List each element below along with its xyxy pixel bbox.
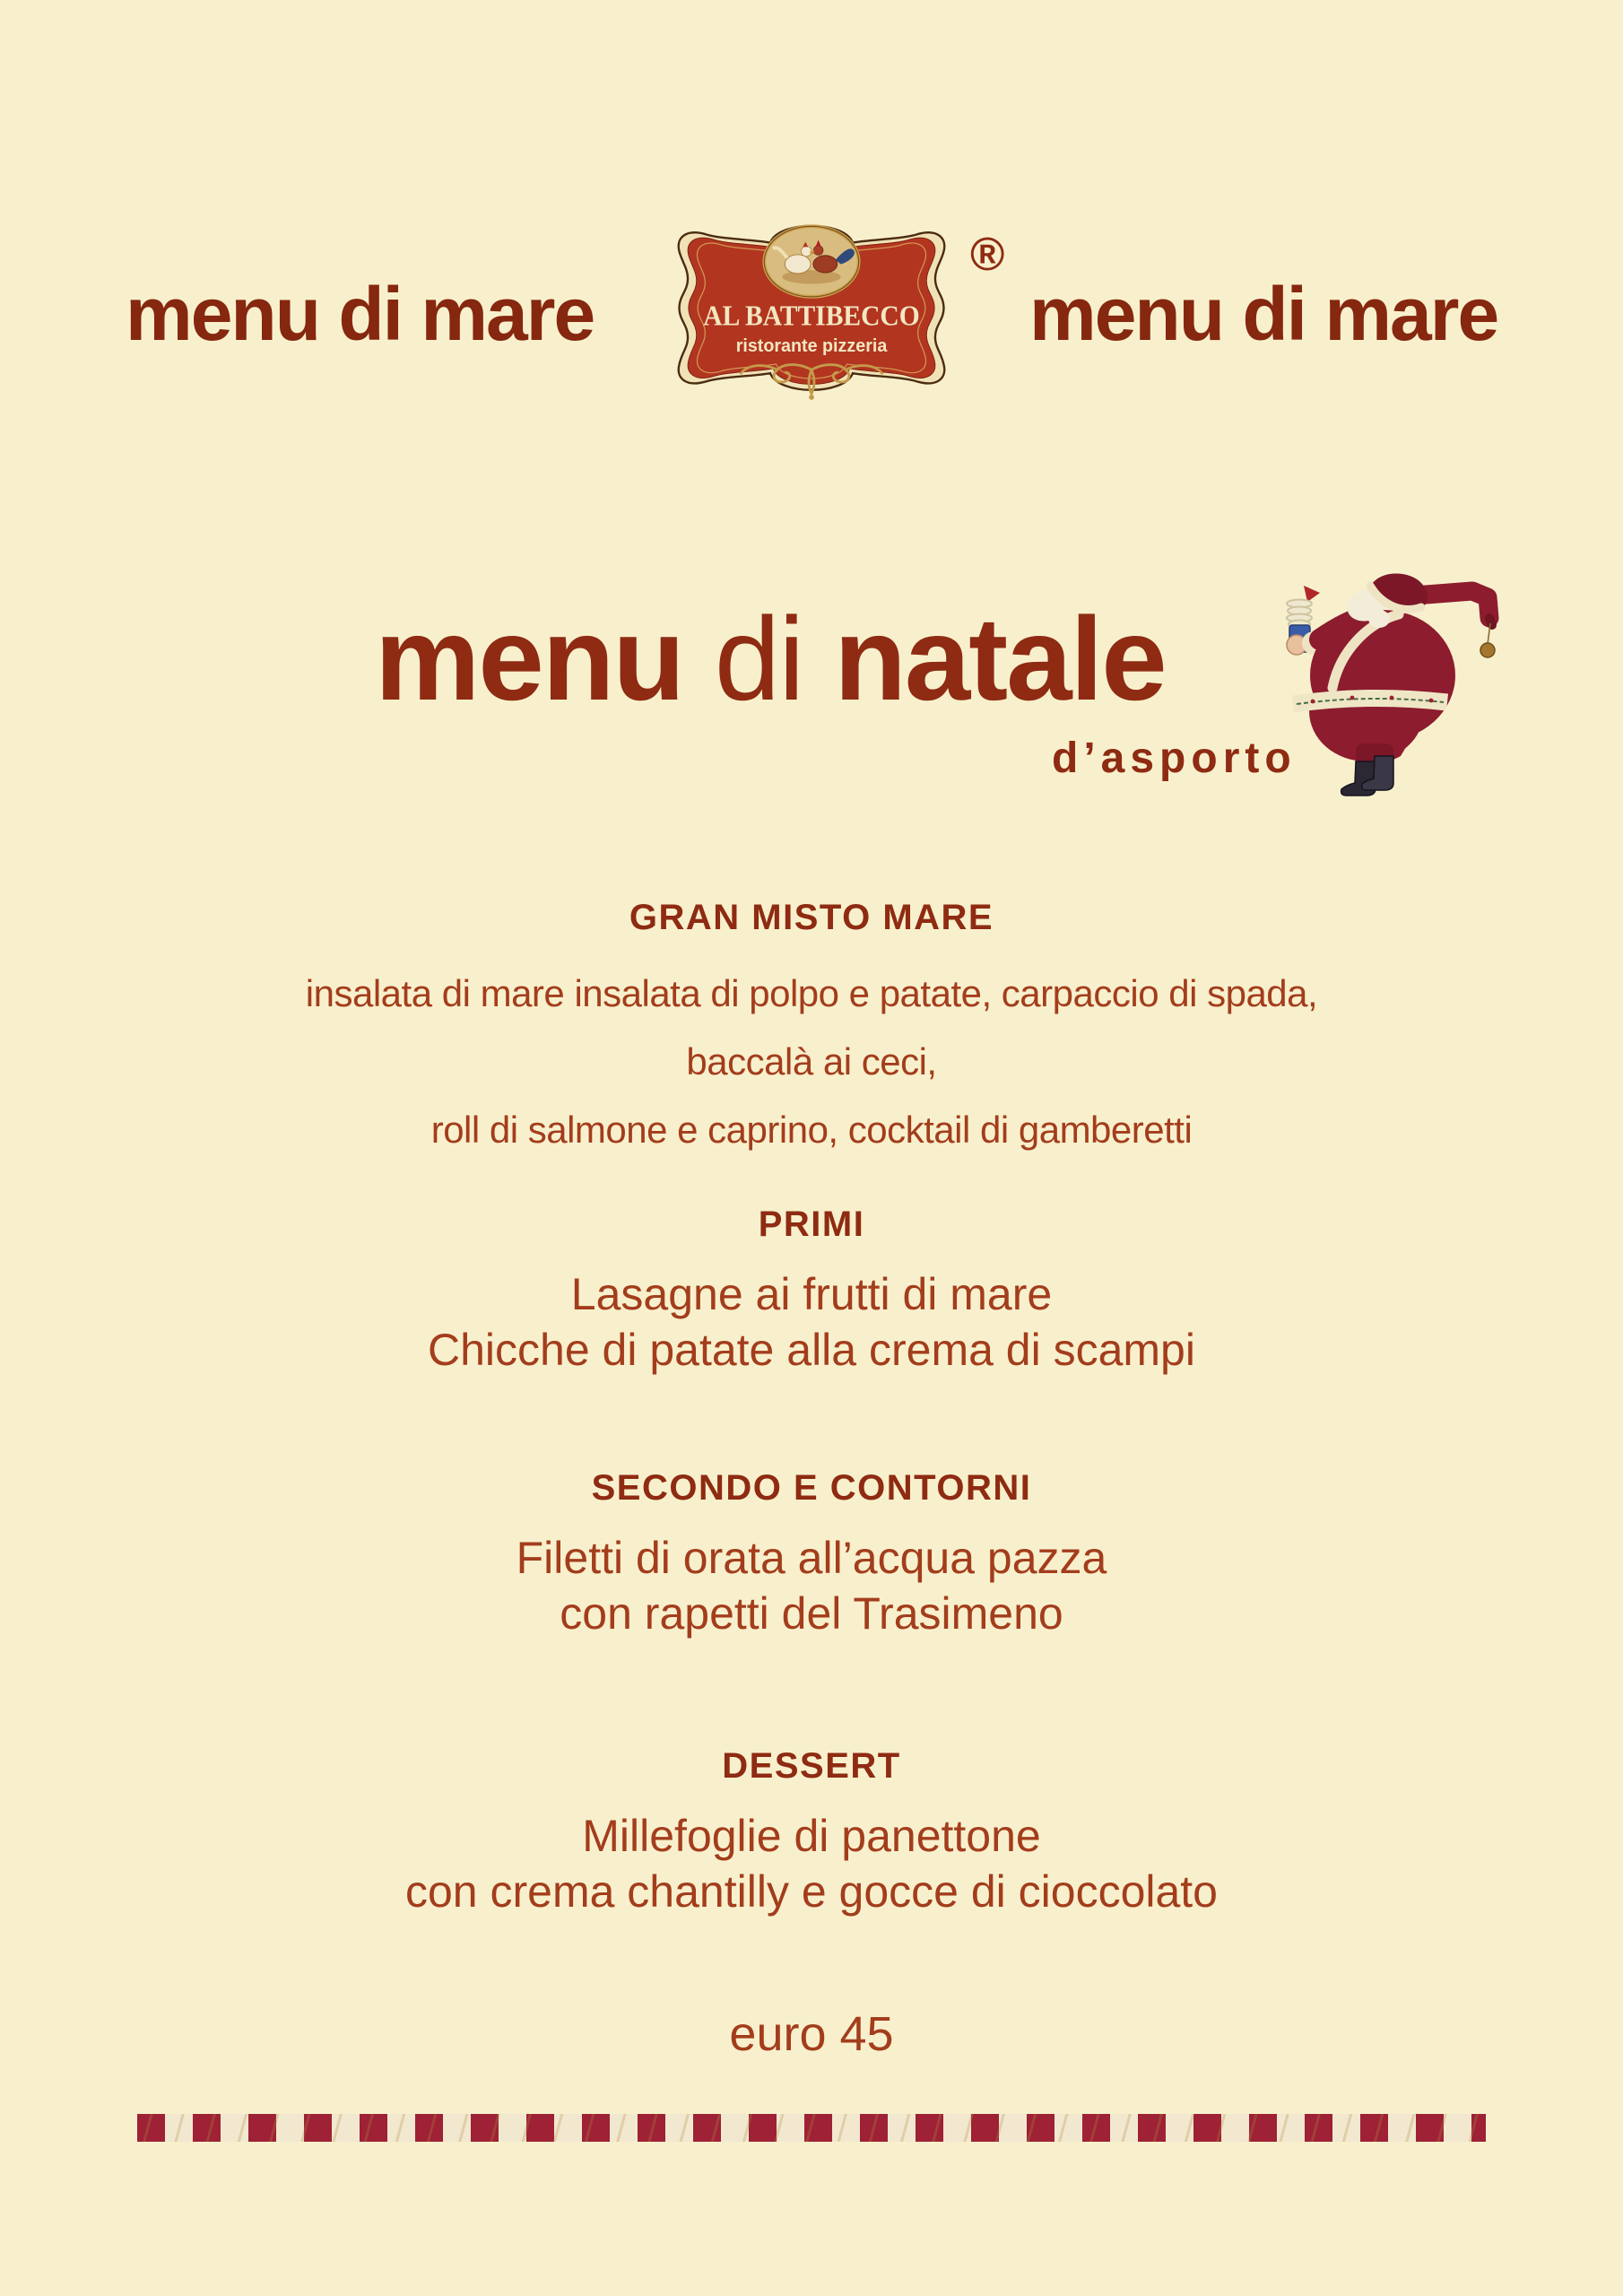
menu-item: baccalà ai ceci, bbox=[686, 1040, 937, 1083]
page-title bbox=[375, 593, 1166, 725]
menu-item: Filetti di orata all’acqua pazza bbox=[516, 1533, 1107, 1583]
header-menu-di-mare-left: menu di mare bbox=[126, 272, 595, 356]
menu-item: Chicche di patate alla crema di scampi bbox=[428, 1325, 1195, 1375]
section-header: GRAN MISTO MARE bbox=[629, 898, 994, 937]
menu-item: con rapetti del Trasimeno bbox=[560, 1588, 1063, 1639]
menu-item: con crema chantilly e gocce di cioccolato bbox=[404, 1866, 1218, 1917]
section-dessert bbox=[0, 1745, 1623, 1919]
badge-name-text: AL BATTIBECCO bbox=[703, 300, 920, 332]
checkered-border-decoration bbox=[137, 2114, 1486, 2142]
menu-item: Lasagne ai frutti di mare bbox=[570, 1269, 1053, 1319]
badge-subtitle-text: ristorante pizzeria bbox=[735, 336, 889, 357]
section-gran-misto-mare bbox=[0, 897, 1623, 1164]
registered-trademark-icon: ® bbox=[970, 229, 1005, 281]
menu-item: Millefoglie di panettone bbox=[582, 1811, 1041, 1861]
menu-price: euro 45 bbox=[729, 2007, 894, 2061]
section-secondo-e-contorni bbox=[0, 1467, 1623, 1641]
section-header: SECONDO E CONTORNI bbox=[591, 1468, 1032, 1508]
menu-item: insalata di mare insalata di polpo e patate, carpaccio di spada, bbox=[305, 972, 1318, 1014]
title-subtitle-dasporto: d’asporto bbox=[1052, 735, 1297, 782]
battibecco-badge-icon bbox=[648, 212, 975, 418]
menu-item: roll di salmone e caprino, cocktail di gamberetti bbox=[430, 1109, 1193, 1151]
title-word-natale: natale bbox=[834, 593, 1166, 725]
section-header: DESSERT bbox=[722, 1746, 901, 1786]
santa-illustration-icon bbox=[1266, 568, 1508, 837]
section-header: PRIMI bbox=[758, 1205, 865, 1244]
section-primi bbox=[0, 1204, 1623, 1378]
rooster-vignette-icon bbox=[764, 226, 858, 297]
restaurant-logo bbox=[648, 212, 975, 418]
header-menu-di-mare-right: menu di mare bbox=[1029, 272, 1498, 356]
title-word-menu: menu bbox=[375, 593, 684, 725]
title-word-di: di bbox=[714, 593, 803, 725]
